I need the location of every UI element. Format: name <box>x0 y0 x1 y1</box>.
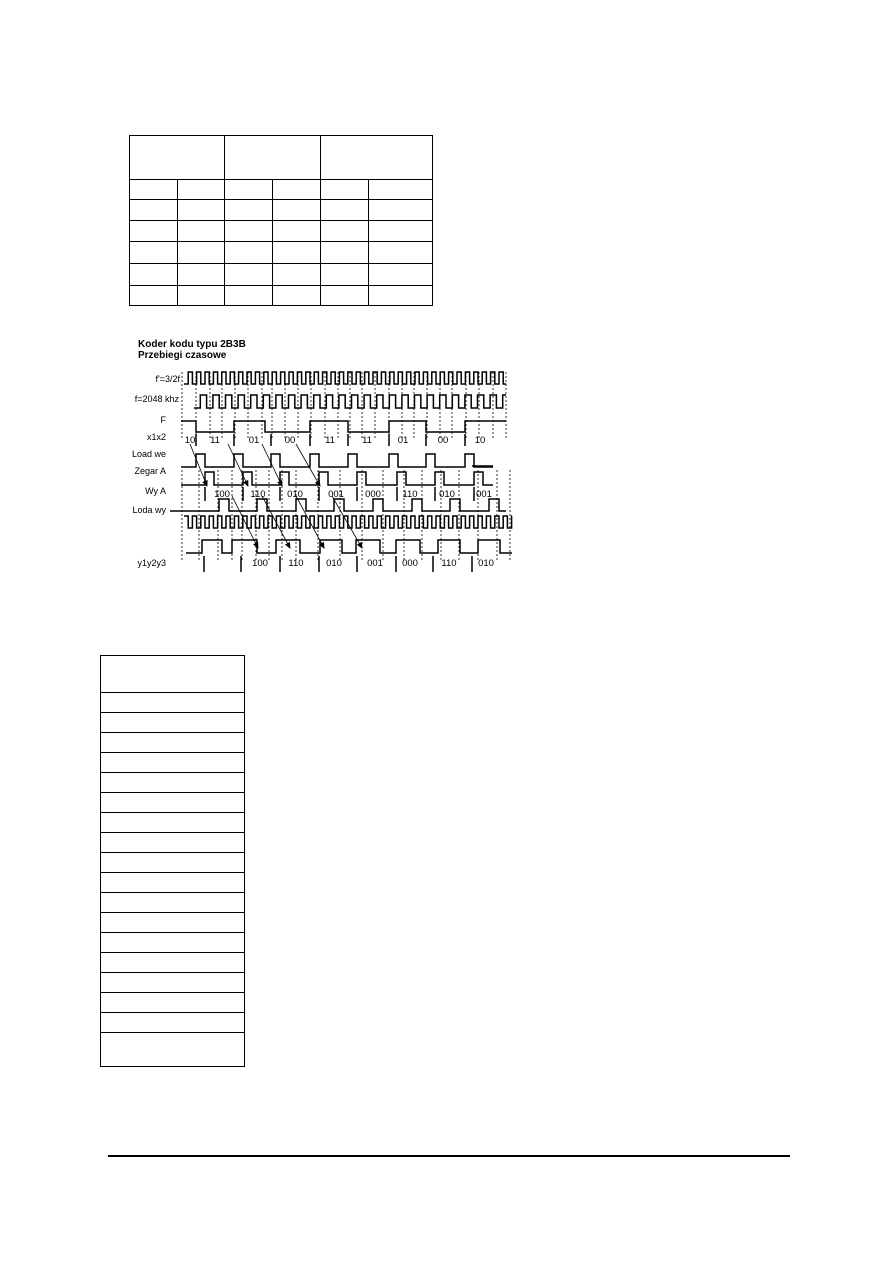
table-row <box>101 833 245 853</box>
table-row <box>101 973 245 993</box>
table-header-cell <box>225 136 320 180</box>
wy-a-code: 010 <box>287 489 303 500</box>
loda-wy-wave <box>170 499 506 511</box>
table-cell <box>320 264 369 286</box>
output-code: 000 <box>402 558 418 569</box>
table-cell <box>130 221 178 242</box>
wy-a-code: 110 <box>402 489 418 500</box>
output-code: 001 <box>367 558 383 569</box>
table-cell <box>177 264 225 286</box>
table-cell <box>177 242 225 264</box>
table-row <box>130 180 433 200</box>
table-cell <box>369 264 433 286</box>
f-frame-wave <box>181 421 506 432</box>
table-cell <box>273 286 321 306</box>
table-cell <box>320 221 369 242</box>
table-cell <box>101 1033 245 1067</box>
wy-a-code: 001 <box>476 489 492 500</box>
output-code: 010 <box>326 558 342 569</box>
input-code: 00 <box>437 435 449 446</box>
mapping-arrow <box>262 444 282 486</box>
table-cell <box>101 813 245 833</box>
signal-label: y1y2y3 <box>137 558 166 568</box>
table-row <box>101 753 245 773</box>
output-code: 010 <box>478 558 494 569</box>
input-code: 01 <box>397 435 409 446</box>
arrow-head <box>358 543 362 548</box>
table-cell <box>101 753 245 773</box>
table-cell <box>101 656 245 693</box>
table-cell <box>369 286 433 306</box>
table-cell <box>369 221 433 242</box>
table-cell <box>130 200 178 221</box>
table-cell <box>101 833 245 853</box>
signal-label: f'=3/2f <box>155 374 180 384</box>
table-row <box>101 713 245 733</box>
signal-label: Loda wy <box>132 505 166 515</box>
fprime-clock-wave <box>184 372 506 384</box>
table-row <box>101 793 245 813</box>
table-cell <box>225 286 273 306</box>
table-cell <box>225 242 273 264</box>
y-pulse-wave <box>186 540 512 553</box>
table-cell <box>101 913 245 933</box>
table-row <box>101 733 245 753</box>
signal-label: Load we <box>131 449 166 459</box>
table-row <box>101 1013 245 1033</box>
table-cell <box>177 286 225 306</box>
table-cell <box>225 221 273 242</box>
wy-a-code: 001 <box>328 489 344 500</box>
input-code: 11 <box>362 435 372 446</box>
diagram-title: Koder kodu typu 2B3B <box>138 339 246 350</box>
mapping-arrow <box>228 444 248 486</box>
output-code: 110 <box>441 558 457 569</box>
signal-label: Zegar A <box>134 466 166 476</box>
zegar-a-wave <box>181 472 493 485</box>
blank-column-table <box>100 655 245 1067</box>
table-row <box>101 773 245 793</box>
input-code: 10 <box>184 435 196 446</box>
table-cell <box>101 713 245 733</box>
code-table <box>129 135 433 306</box>
wy-a-code: 110 <box>250 489 266 500</box>
table-cell <box>130 242 178 264</box>
input-code: 11 <box>210 435 220 446</box>
wy-a-code: 000 <box>365 489 381 500</box>
table-cell <box>225 200 273 221</box>
signal-label: f=2048 khz <box>134 394 179 404</box>
table-header-row <box>130 136 433 180</box>
output-clock-wave <box>184 516 512 528</box>
table-row <box>101 813 245 833</box>
table-cell <box>369 200 433 221</box>
table-row <box>101 993 245 1013</box>
table-cell <box>273 200 321 221</box>
input-code: 01 <box>248 435 260 446</box>
footer-rule <box>108 1155 790 1157</box>
table-cell <box>320 286 369 306</box>
signal-label: x1x2 <box>146 432 166 442</box>
table-cell <box>273 180 321 200</box>
table-row <box>130 286 433 306</box>
table-cell <box>273 221 321 242</box>
wy-a-code: 010 <box>439 489 455 500</box>
table-cell <box>177 200 225 221</box>
table-cell <box>273 242 321 264</box>
table-cell <box>369 242 433 264</box>
table-row <box>101 1033 245 1067</box>
table-cell <box>101 973 245 993</box>
table-header-cell <box>320 136 432 180</box>
table-cell <box>369 180 433 200</box>
table-header-cell <box>130 136 225 180</box>
table-cell <box>225 264 273 286</box>
table-row <box>101 933 245 953</box>
mapping-arrow <box>296 444 320 486</box>
table-cell <box>320 200 369 221</box>
table-cell <box>101 953 245 973</box>
table-cell <box>320 242 369 264</box>
input-code: 00 <box>284 435 296 446</box>
output-code: 110 <box>288 558 304 569</box>
table-cell <box>101 793 245 813</box>
signal-label: Wy A <box>145 486 166 496</box>
diagram-subtitle: Przebiegi czasowe <box>138 350 227 361</box>
table-cell <box>101 773 245 793</box>
table-cell <box>130 180 178 200</box>
table-row <box>101 893 245 913</box>
signal-label: F <box>160 415 166 425</box>
timing-diagram <box>112 336 522 576</box>
table-cell <box>101 893 245 913</box>
arrow-head <box>244 481 248 486</box>
table-cell <box>101 693 245 713</box>
table-cell <box>273 264 321 286</box>
table-row <box>130 221 433 242</box>
table-row <box>101 693 245 713</box>
wy-a-code: 100 <box>214 489 230 500</box>
output-code: 100 <box>252 558 268 569</box>
table-cell <box>101 993 245 1013</box>
table-cell <box>177 180 225 200</box>
input-code: 10 <box>474 435 486 446</box>
table-row <box>101 853 245 873</box>
input-code: 11 <box>325 435 335 446</box>
load-we-wave <box>181 454 493 467</box>
table-row <box>101 953 245 973</box>
arrow-head <box>286 543 290 548</box>
table-cell <box>130 264 178 286</box>
table-cell <box>101 733 245 753</box>
table-row <box>130 242 433 264</box>
table-cell <box>177 221 225 242</box>
table-cell <box>101 853 245 873</box>
table-row <box>101 873 245 893</box>
table-row <box>101 656 245 693</box>
table-cell <box>130 286 178 306</box>
table-row <box>130 200 433 221</box>
table-row <box>101 913 245 933</box>
table-cell <box>320 180 369 200</box>
table-cell <box>101 933 245 953</box>
table-row <box>130 264 433 286</box>
table-cell <box>101 1013 245 1033</box>
table-cell <box>225 180 273 200</box>
table-cell <box>101 873 245 893</box>
